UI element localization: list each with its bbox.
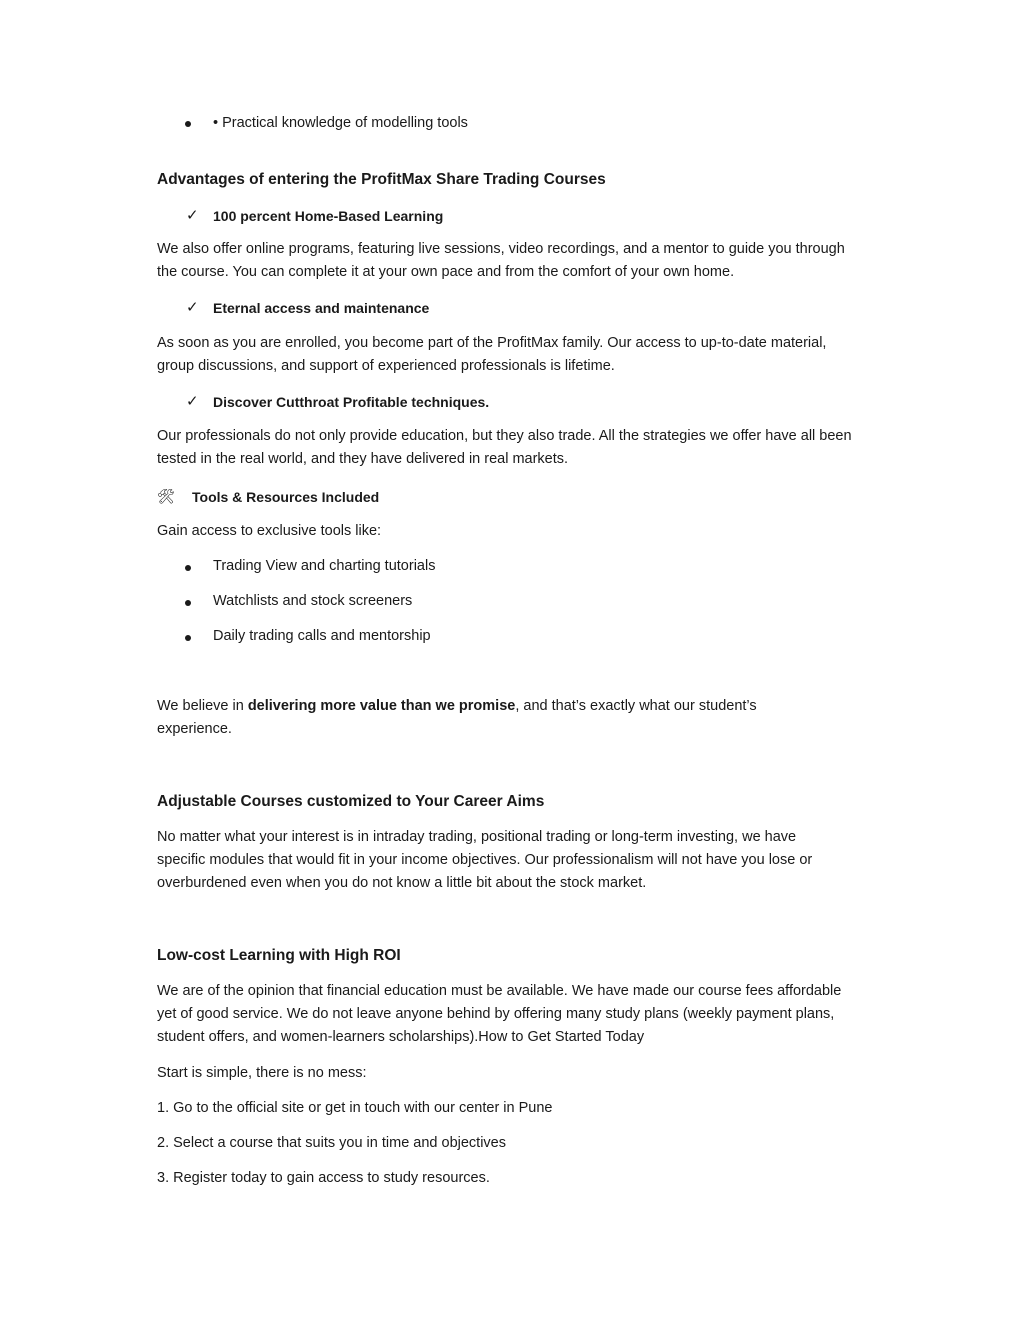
value-prefix: We believe in — [157, 698, 248, 714]
advantage-text-3: Our professionals do not only provide education, but they also trade. All the strategies we offer have all been tested in the real world, and they have delivered in real markets. — [157, 428, 852, 467]
checkmark-icon: ✓ — [186, 393, 199, 410]
advantage-label-3: Discover Cutthroat Profitable techniques. — [213, 394, 490, 410]
value-paragraph — [157, 695, 807, 741]
low-cost-text: We are of the opinion that financial education must be available. We have made our course fees affordable yet of good service. We do not leave anyone behind by offering many study plans (weekly payment plans, student offers, and women-learners scholarships).How to Get Started Today — [157, 983, 842, 1045]
bullet-marker — [185, 600, 191, 606]
value-suffix: , and that’s exactly what our student’s experience. — [157, 698, 757, 737]
bullet-marker — [185, 565, 191, 571]
step-3: 3. Register today to gain access to study resources. — [157, 1170, 490, 1186]
section-heading-adjustable: Adjustable Courses customized to Your Career Aims — [157, 793, 545, 810]
checkmark-icon: ✓ — [186, 207, 199, 224]
top-bullet-text: • Practical knowledge of modelling tools — [213, 115, 468, 131]
tools-heading: Tools & Resources Included — [192, 489, 380, 505]
tools-bullet-2: Watchlists and stock screeners — [213, 593, 413, 609]
adjustable-text: No matter what your interest is in intraday trading, positional trading or long-term investing, we have specific modules that would fit in your income objectives. Our professionalism will not have you lose or overburdened even when you do not know a little bit about the stock market. — [157, 829, 813, 891]
bullet-marker — [185, 121, 191, 127]
advantage-label-1: 100 percent Home-Based Learning — [213, 208, 444, 224]
section-heading-advantages: Advantages of entering the ProfitMax Share Trading Courses — [157, 171, 606, 188]
step-1: 1. Go to the official site or get in touch with our center in Pune — [157, 1100, 553, 1116]
section-heading-low-cost: Low-cost Learning with High ROI — [157, 947, 401, 964]
tools-icon: 🛠 — [157, 488, 175, 504]
advantage-text-1: We also offer online programs, featuring live sessions, video recordings, and a mentor to guide you through the course. You can complete it at your own pace and from the comfort of your own home. — [157, 241, 845, 280]
checkmark-icon: ✓ — [186, 299, 199, 316]
advantage-text-2: As soon as you are enrolled, you become part of the ProfitMax family. Our access to up-to-date material, group discussions, and support of experienced professionals is lifetime. — [157, 335, 827, 374]
value-emphasis: delivering more value than we promise — [247, 698, 516, 714]
tools-bullet-3: Daily trading calls and mentorship — [213, 628, 431, 644]
tools-bullet-1: Trading View and charting tutorials — [213, 558, 436, 574]
bullet-marker — [185, 635, 191, 641]
step-2: 2. Select a course that suits you in time and objectives — [157, 1135, 506, 1151]
advantage-label-2: Eternal access and maintenance — [213, 300, 430, 316]
start-line: Start is simple, there is no mess: — [157, 1065, 367, 1081]
tools-intro: Gain access to exclusive tools like: — [157, 523, 382, 539]
